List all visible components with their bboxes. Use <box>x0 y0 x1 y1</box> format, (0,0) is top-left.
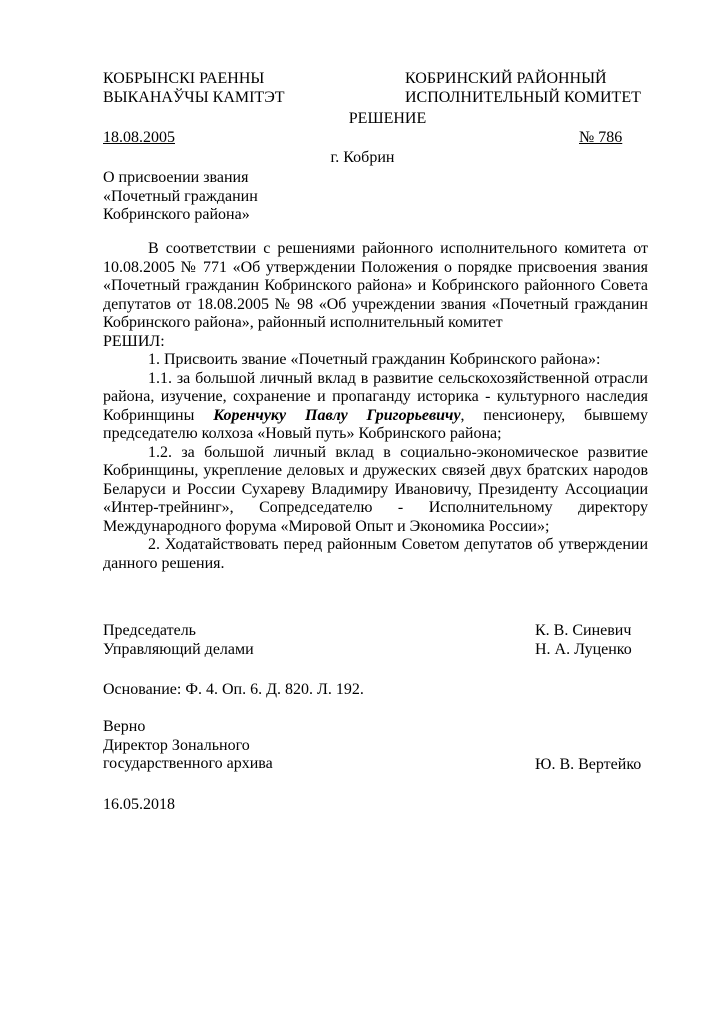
p3-end: , пенсионеру, бывшему председателю колхоза «Новый путь» Кобринского района; <box>103 406 648 442</box>
document-body <box>103 240 648 573</box>
subject-line3: Кобринского района» <box>103 206 250 223</box>
header-left-block <box>103 70 285 107</box>
certification-block <box>103 718 273 774</box>
certification-date: 16.05.2018 <box>103 796 175 813</box>
subject-line2: «Почетный гражданин <box>103 187 258 205</box>
header-right-line2: ИСПОЛНИТЕЛЬНЫЙ КОМИТЕТ <box>405 88 641 106</box>
body-paragraph-5: 2. Ходатайствовать перед районным Советом депутатов об утверждении данного решения. <box>103 536 648 572</box>
body-paragraph-1: В соответствии с решениями районного исполнительного комитета от 10.08.2005 № 771 «Об утверждении Положения о порядке присвоения звания «Почетный гражданин Кобринского района» и Кобринского районного Совета депутатов от 18.08.2005 № 98 «Об учреждении звания «Почетный гражданин Кобринского района», районный исполнительный комитет <box>103 240 648 331</box>
certification-verno: Верно <box>103 718 146 735</box>
header-right-block <box>405 70 641 107</box>
p3-honoree-name: Коренчуку Павлу Григорьевичу <box>213 406 461 424</box>
document-subject <box>103 169 258 225</box>
document-number: № 786 <box>579 129 623 146</box>
p3-start: 1.1. за большой личный вклад в развитие сельскохозяйственной отрасли района, изучение, сохранение и пропаганду историка - культурного наследия Кобринщины <box>103 369 648 424</box>
certification-name: Ю. В. Вертейко <box>535 756 642 773</box>
document-type: РЕШЕНИЕ <box>348 110 427 127</box>
body-paragraph-2: 1. Присвоить звание «Почетный гражданин Кобринского района»: <box>148 351 601 368</box>
header-left-line2: ВЫКАНАЎЧЫ КАМІТЭТ <box>103 88 285 106</box>
certification-title-line2: государственного архива <box>103 755 273 772</box>
chair-title: Председатель <box>103 622 196 639</box>
header-left-line1: КОБРЫНСКІ РАЕННЫ <box>103 70 265 87</box>
subject-line1: О присвоении звания <box>103 169 249 186</box>
chair-name: К. В. Синевич <box>535 622 632 639</box>
certification-title-line1: Директор Зонального <box>103 736 250 754</box>
body-reshil: РЕШИЛ: <box>103 332 165 350</box>
archive-basis: Основание: Ф. 4. Оп. 6. Д. 820. Л. 192. <box>103 681 364 698</box>
header-right-line1: КОБРИНСКИЙ РАЙОННЫЙ <box>405 70 607 87</box>
body-paragraph-3 <box>103 370 648 444</box>
manager-name: Н. А. Луценко <box>535 640 632 658</box>
signature-titles <box>103 622 254 659</box>
document-city: г. Кобрин <box>330 149 395 166</box>
body-paragraph-4: 1.2. за большой личный вклад в социально-экономическое развитие Кобринщины, укрепление деловых и дружеских связей двух братских народов Беларуси и России Сухареву Владимиру Ивановичу, Президенту Ассоциации «Интер-трейнинг», Сопредседателю - Исполнительному директору Международного форума «Мировой Опыт и Экономика России»; <box>103 443 648 535</box>
document-date: 18.08.2005 <box>103 129 175 146</box>
manager-title: Управляющий делами <box>103 640 254 658</box>
signature-names <box>535 622 632 659</box>
